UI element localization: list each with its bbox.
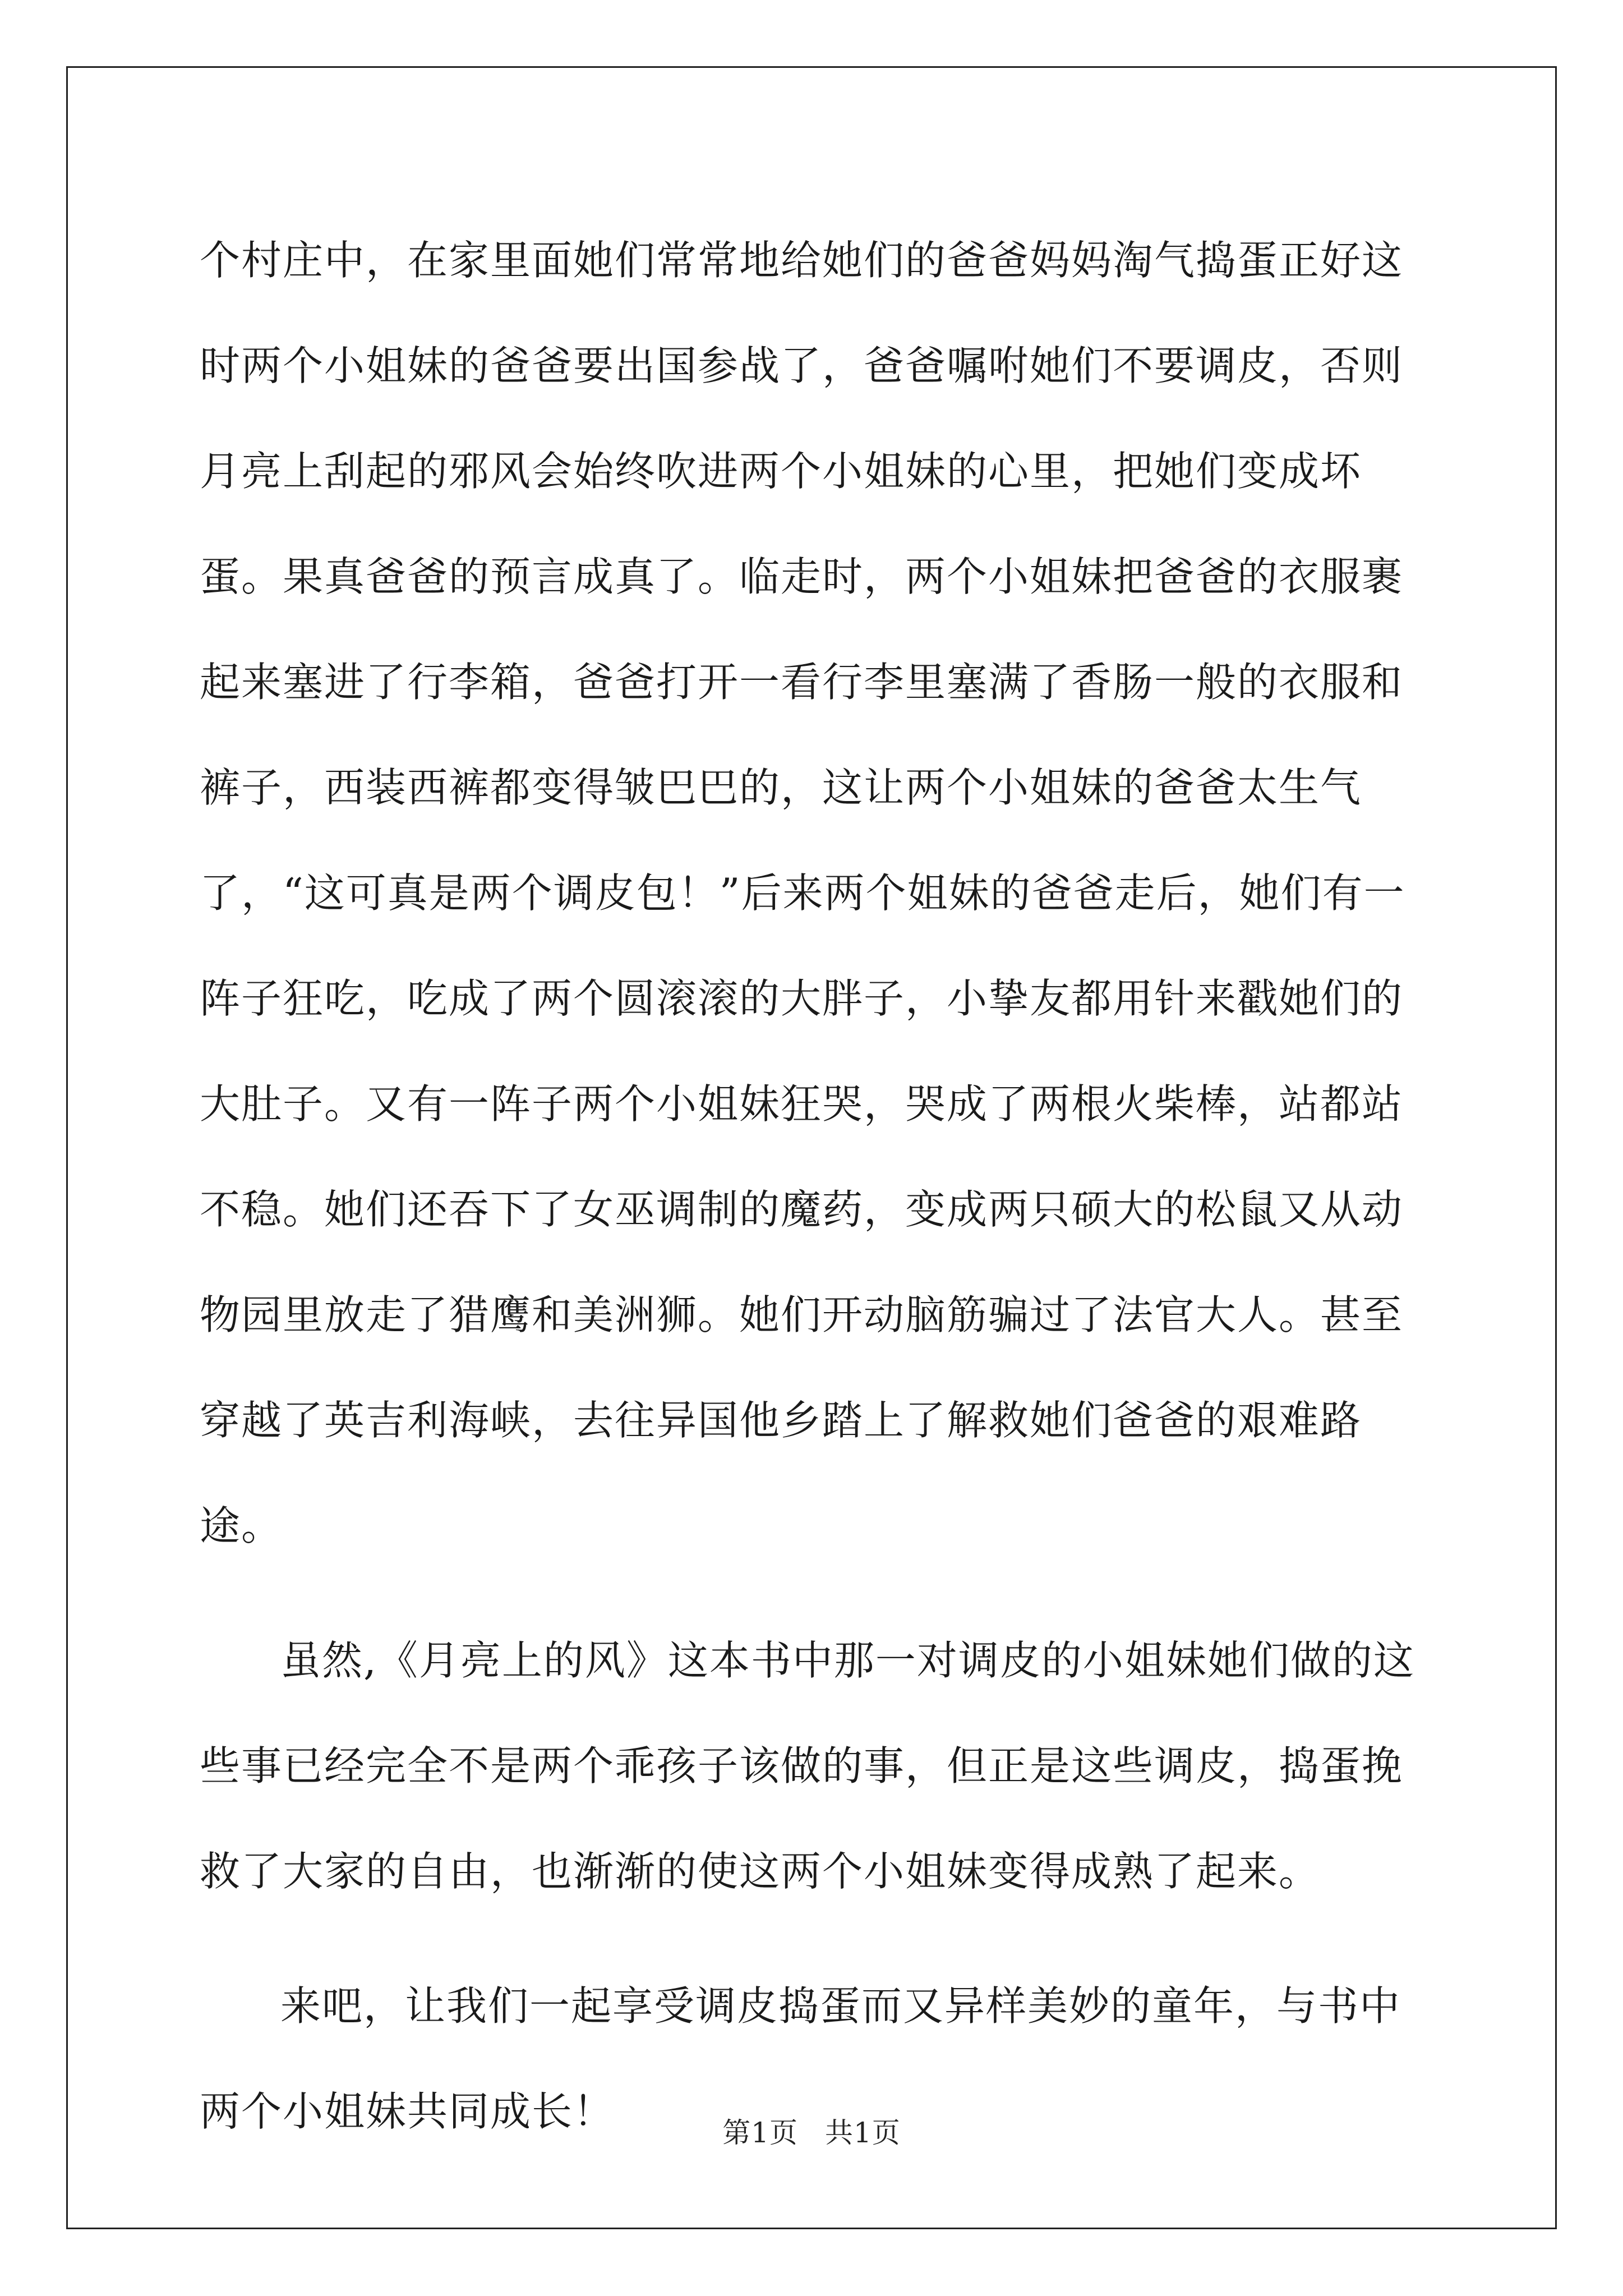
page-footer (0, 2110, 1623, 2151)
paragraph-1: 个村庄中，在家里面她们常常地给她们的爸爸妈妈淘气捣蛋正好这时两个小姐妹的爸爸要出国参战了，爸爸嘱咐她们不要调皮，否则月亮上刮起的邪风会始终吹进两个小姐妹的心里，把她们变成坏蛋。果真爸爸的预言成真了。临走时，两个小姐妹把爸爸的衣服裹起来塞进了行李箱，爸爸打开一看行李里塞满了香肠一般的衣服和裤子，西装西裤都变得皱巴巴的，这让两个小姐妹的爸爸太生气了，“这可真是两个调皮包！”后来两个姐妹的爸爸走后，她们有一阵子狂吃，吃成了两个圆滚滚的大胖子，小挚友都用针来戳她们的大肚子。又有一阵子两个小姐妹狂哭，哭成了两根火柴棒，站都站不稳。她们还吞下了女巫调制的魔药，变成两只硕大的松鼠又从动物园里放走了猎鹰和美洲狮。她们开动脑筋骗过了法官大人。甚至穿越了英吉利海峡，去往异国他乡踏上了解救她们爸爸的艰难路途。 (200, 237, 1405, 1549)
document-body (200, 208, 1423, 2164)
page-total: 共1页 (825, 2116, 901, 2149)
paragraph-3: 来吧，让我们一起享受调皮捣蛋而又异样美妙的童年，与书中两个小姐妹共同成长！ (200, 1982, 1401, 2135)
page-number: 第1页 (722, 2116, 798, 2149)
paragraph-2: 虽然,《月亮上的风》这本书中那一对调皮的小姐妹她们做的这些事已经完全不是两个乖孩子该做的事，但正是这些调皮，捣蛋挽救了大家的自由，也渐渐的使这两个小姐妹变得成熟了起来。 (200, 1637, 1415, 1895)
